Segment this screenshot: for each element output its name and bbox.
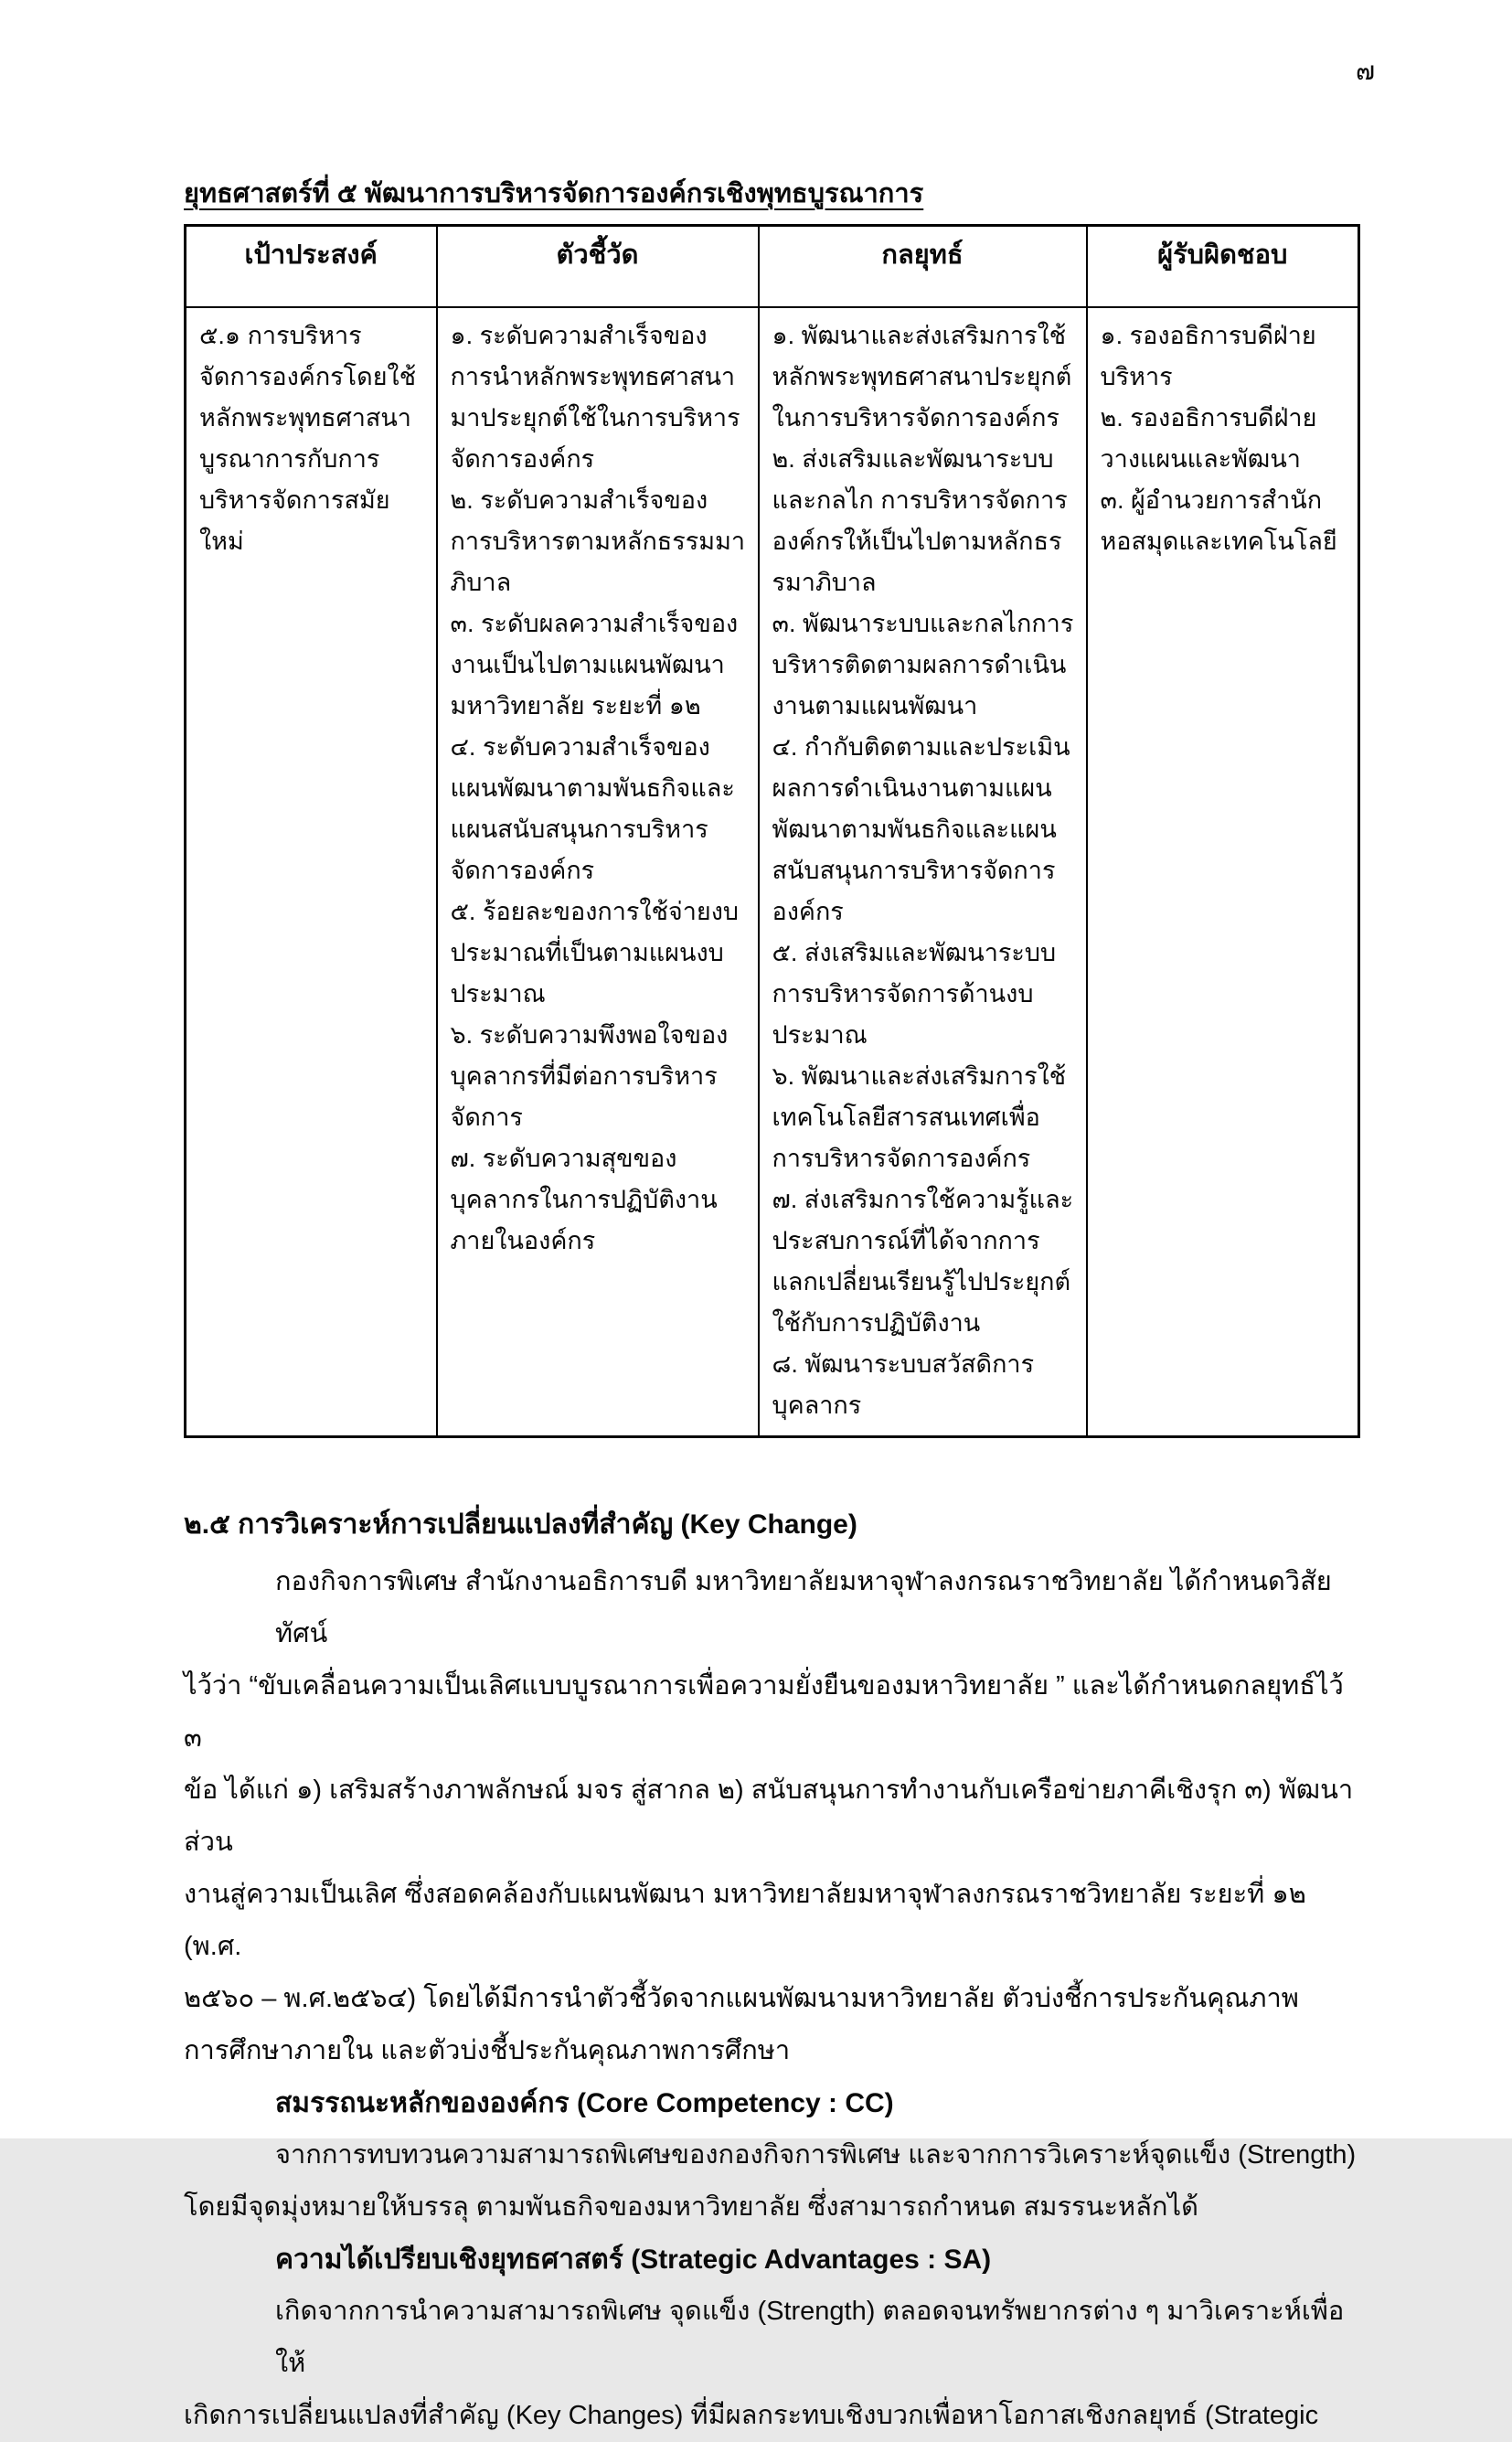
column-header-indicators: ตัวชี้วัด <box>437 226 759 307</box>
strategy-item: ๒. ส่งเสริมและพัฒนาระบบและกลไก การบริหารจัดการองค์กรให้เป็นไปตามหลักธรรมาภิบาล <box>772 444 1068 596</box>
paragraph-line: โดยมีจุดมุ่งหมายให้บรรลุ ตามพันธกิจของมหาวิทยาลัย ซึ่งสามารถกำหนด สมรรนะหลักได้ <box>184 2191 1198 2222</box>
strategic-advantages-paragraph <box>184 2286 1358 2442</box>
paragraph-line: การศึกษาภายใน และตัวบ่งชี้ประกันคุณภาพการศึกษา <box>184 2035 791 2065</box>
column-header-strategies: กลยุทธ์ <box>759 226 1087 307</box>
indicator-item: ๕. ร้อยละของการใช้จ่ายงบประมาณที่เป็นตามแผนงบประมาณ <box>450 897 740 1008</box>
page-content <box>184 0 1358 2442</box>
paragraph-line: ไว้ว่า “ขับเคลื่อนความเป็นเลิศแบบบูรณาการเพื่อความยั่งยืนของมหาวิทยาลัย ” และได้กำหนดกลยุทธ์ไว้ ๓ <box>184 1670 1344 1753</box>
strategic-advantages-heading: ความได้เปรียบเชิงยุทธศาสตร์ (Strategic Advantages : SA) <box>275 2244 992 2275</box>
strategy-title: ยุทธศาสตร์ที่ ๕ พัฒนาการบริหารจัดการองค์กรเชิงพุทธบูรณาการ <box>184 179 924 208</box>
table-row <box>186 307 1359 1437</box>
cell-strategies <box>759 307 1087 1437</box>
paragraph-line: กองกิจการพิเศษ สำนักงานอธิการบดี มหาวิทยาลัยมหาจุฬาลงกรณราชวิทยาลัย ได้กำหนดวิสัยทัศน์ <box>275 1566 1332 1648</box>
table-header-row <box>186 226 1359 307</box>
key-change-paragraph <box>184 1556 1358 2077</box>
responsible-item: ๒. รองอธิการบดีฝ่ายวางแผนและพัฒนา <box>1100 403 1317 473</box>
paragraph-line: เกิดจากการนำความสามารถพิเศษ จุดแข็ง (Strength) ตลอดจนทรัพยากรต่าง ๆ มาวิเคราะห์เพื่อให้ <box>275 2296 1345 2378</box>
indicator-item: ๓. ระดับผลความสำเร็จของงานเป็นไปตามแผนพัฒนามหาวิทยาลัย ระยะที่ ๑๒ <box>450 609 739 720</box>
strategy-item: ๔. กำกับติดตามและประเมินผลการดำเนินงานตามแผนพัฒนาตามพันธกิจและแผนสนับสนุนการบริหารจัดการองค์กร <box>772 732 1070 925</box>
column-header-responsible: ผู้รับผิดชอบ <box>1087 226 1359 307</box>
core-competency-paragraph <box>184 2129 1358 2234</box>
indicator-item: ๗. ระดับความสุขของบุคลากรในการปฏิบัติงานภายในองค์กร <box>450 1144 718 1254</box>
paragraph-line: จากการทบทวนความสามารถพิเศษของกองกิจการพิเศษ และจากการวิเคราะห์จุดแข็ง (Strength) <box>275 2139 1357 2170</box>
cell-responsible <box>1087 307 1359 1437</box>
cell-objective <box>186 307 437 1437</box>
strategy-item: ๕. ส่งเสริมและพัฒนาระบบการบริหารจัดการด้านงบประมาณ <box>772 938 1057 1049</box>
paragraph-line: งานสู่ความเป็นเลิศ ซึ่งสอดคล้องกับแผนพัฒนา มหาวิทยาลัยมหาจุฬาลงกรณราชวิทยาลัย ระยะที่ ๑๒ (พ.ศ. <box>184 1879 1306 1961</box>
column-header-objective: เป้าประสงค์ <box>186 226 437 307</box>
responsible-item: ๑. รองอธิการบดีฝ่ายบริหาร <box>1100 321 1316 390</box>
paragraph-line: ๒๕๖๐ – พ.ศ.๒๕๖๔) โดยได้มีการนำตัวชี้วัดจากแผนพัฒนามหาวิทยาลัย ตัวบ่งชี้การประกันคุณภาพ <box>184 1983 1299 2013</box>
key-change-heading: ๒.๕ การวิเคราะห์การเปลี่ยนแปลงที่สำคัญ (Key Change) <box>184 1509 857 1540</box>
strategy-item: ๑. พัฒนาและส่งเสริมการใช้หลักพระพุทธศาสนาประยุกต์ในการบริหารจัดการองค์กร <box>772 321 1072 432</box>
indicator-item: ๔. ระดับความสำเร็จของแผนพัฒนาตามพันธกิจและแผนสนับสนุนการบริหารจัดการองค์กร <box>450 732 735 884</box>
strategy-item: ๘. พัฒนาระบบสวัสดิการบุคลากร <box>772 1349 1035 1419</box>
strategy-item: ๓. พัฒนาระบบและกลไกการบริหารติดตามผลการดำเนินงานตามแผนพัฒนา <box>772 609 1074 720</box>
page-number: ๗ <box>1355 57 1375 85</box>
indicator-item: ๑. ระดับความสำเร็จของการนำหลักพระพุทธศาสนามาประยุกต์ใช้ในการบริหารจัดการองค์กร <box>450 321 740 473</box>
paragraph-line: ข้อ ได้แก่ ๑) เสริมสร้างภาพลักษณ์ มจร สู่สากล ๒) สนับสนุนการทำงานกับเครือข่ายภาคีเชิงรุก ๓) พัฒนาส่วน <box>184 1775 1354 1857</box>
strategy-item: ๗. ส่งเสริมการใช้ความรู้และประสบการณ์ที่ได้จากการแลกเปลี่ยนเรียนรู้ไปประยุกต์ใช้กับการปฏิบัติงาน <box>772 1185 1074 1337</box>
indicator-item: ๒. ระดับความสำเร็จของการบริหารตามหลักธรรมมาภิบาล <box>450 485 746 596</box>
core-competency-heading: สมรรถนะหลักขององค์กร (Core Competency : CC) <box>275 2087 894 2118</box>
indicator-item: ๖. ระดับความพึงพอใจของบุคลากรที่มีต่อการบริหารจัดการ <box>450 1020 729 1131</box>
strategy-table <box>184 224 1360 1438</box>
paragraph-line: เกิดการเปลี่ยนแปลงที่สำคัญ (Key Changes) ที่มีผลกระทบเชิงบวกเพื่อหาโอกาสเชิงกลยุทธ์ (Strategic <box>184 2400 1319 2430</box>
strategy-item: ๖. พัฒนาและส่งเสริมการใช้เทคโนโลยีสารสนเทศเพื่อการบริหารจัดการองค์กร <box>772 1061 1067 1172</box>
cell-indicators <box>437 307 759 1437</box>
responsible-item: ๓. ผู้อำนวยการสำนักหอสมุดและเทคโนโลยี <box>1100 485 1337 555</box>
objective-text: ๕.๑ การบริหารจัดการองค์กรโดยใช้หลักพระพุทธศาสนาบูรณาการกับการบริหารจัดการสมัยใหม่ <box>199 321 417 555</box>
